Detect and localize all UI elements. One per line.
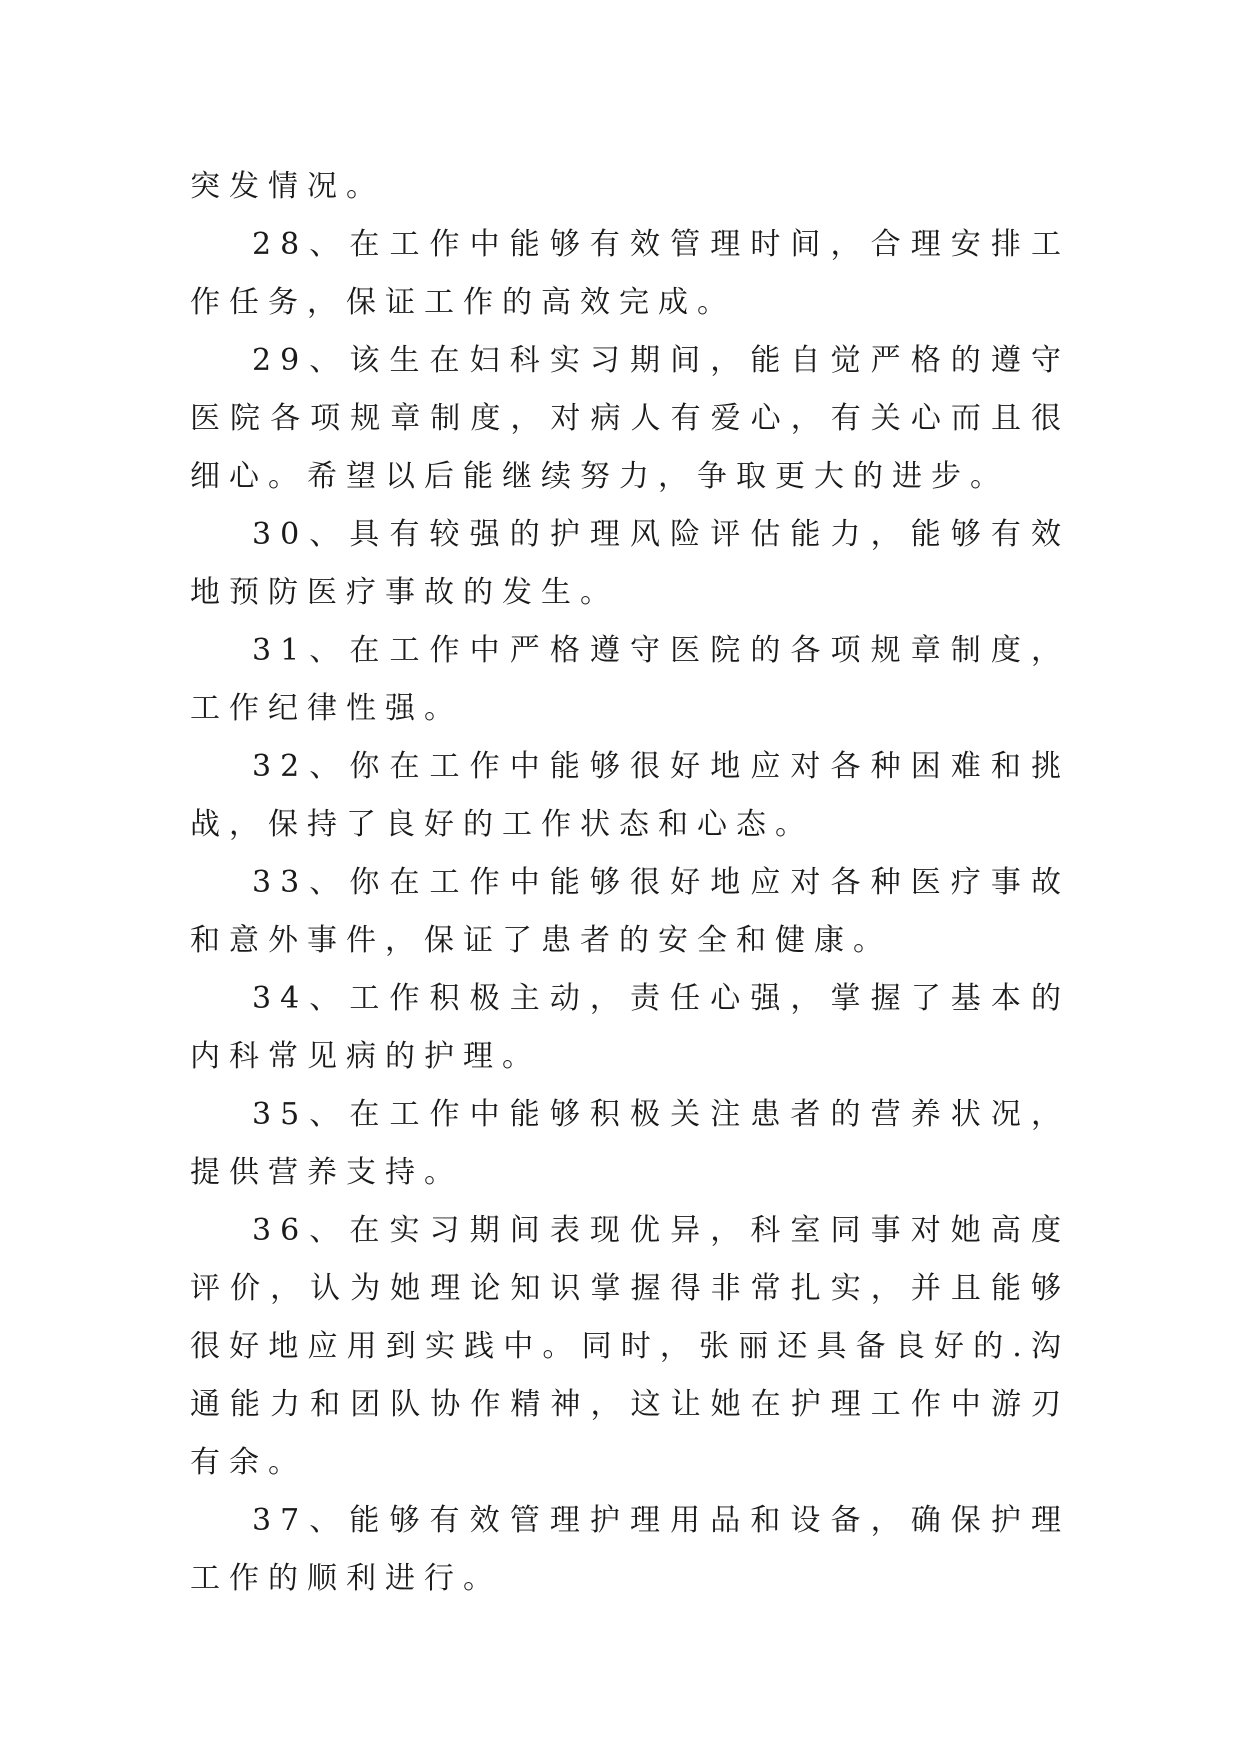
paragraph-item-30: 30、具有较强的护理风险评估能力，能够有效地预防医疗事故的发生。	[190, 517, 1070, 610]
paragraph-item-34: 34、工作积极主动，责任心强，掌握了基本的内科常见病的护理。	[190, 981, 1070, 1074]
paragraph-item-32: 32、你在工作中能够很好地应对各种困难和挑战，保持了良好的工作状态和心态。	[190, 749, 1070, 842]
paragraph-item-37: 37、能够有效管理护理用品和设备，确保护理工作的顺利进行。	[190, 1503, 1070, 1596]
paragraph-item-35: 35、在工作中能够积极关注患者的营养状况，提供营养支持。	[190, 1097, 1070, 1190]
paragraph-continuation: 突发情况。	[190, 169, 385, 204]
paragraph-item-33: 33、你在工作中能够很好地应对各种医疗事故和意外事件，保证了患者的安全和健康。	[190, 865, 1070, 958]
paragraph-item-36: 36、在实习期间表现优异，科室同事对她高度评价，认为她理论知识掌握得非常扎实，并且能够很好地应用到实践中。同时，张丽还具备良好的.沟通能力和团队协作精神，这让她在护理工作中游刃有余。	[190, 1213, 1070, 1480]
paragraph-item-28: 28、在工作中能够有效管理时间，合理安排工作任务，保证工作的高效完成。	[190, 227, 1070, 320]
paragraph-item-31: 31、在工作中严格遵守医院的各项规章制度，工作纪律性强。	[190, 633, 1070, 726]
document-body	[190, 158, 1070, 1608]
paragraph-item-29: 29、该生在妇科实习期间，能自觉严格的遵守医院各项规章制度，对病人有爱心，有关心而且很细心。希望以后能继续努力，争取更大的进步。	[190, 343, 1070, 494]
